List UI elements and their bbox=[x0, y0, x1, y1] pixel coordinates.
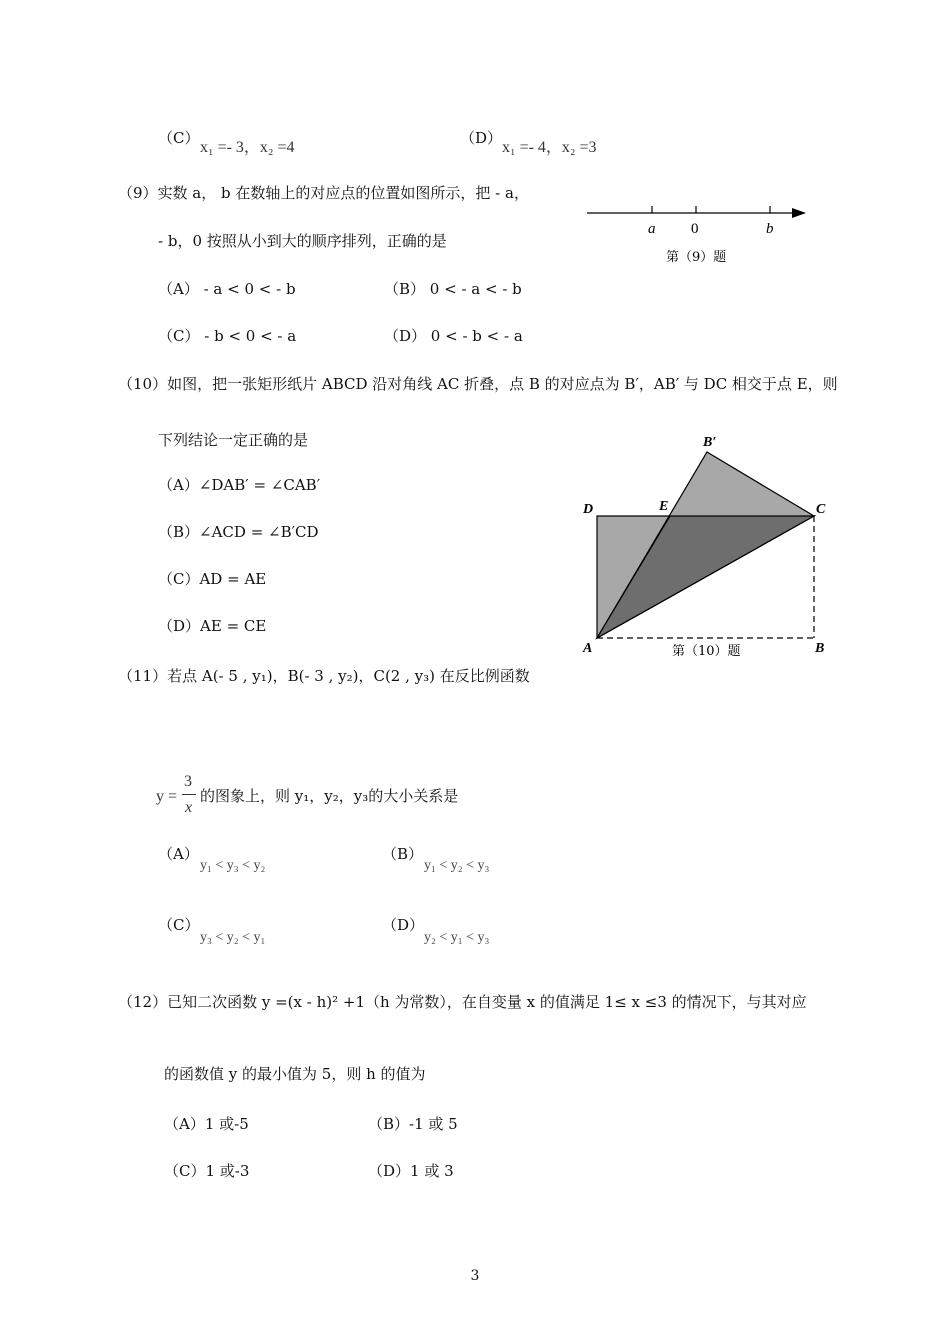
label-d: D bbox=[583, 502, 594, 517]
page-number: 3 bbox=[470, 1268, 480, 1284]
label-b: B bbox=[815, 641, 825, 656]
q11-option-d-expr: y₂ < y₁ < y₃ bbox=[424, 930, 490, 945]
q12-stem-line1: （12）已知二次函数 y =(x - h)² +1（h 为常数），在自变量 x 的值满足 1≤ x ≤3 的情况下，与其对应 bbox=[118, 993, 807, 1011]
q10-option-d: （D）AE = CE bbox=[158, 617, 267, 635]
q11-stem-line1: （11）若点 A(- 5 , y₁)，B(- 3 , y₂)，C(2 , y₃) 在反比例函数 bbox=[118, 667, 530, 685]
q9-stem-line2: - b，0 按照从小到大的顺序排列，正确的是 bbox=[158, 232, 447, 250]
q8-option-d-expr: x₁ =- 4，x₂ =3 bbox=[502, 139, 597, 156]
q11-option-a-label: （A） bbox=[158, 845, 199, 863]
q10-folded-rectangle-figure bbox=[575, 430, 840, 662]
q11-option-a-expr: y₁ < y₃ < y₂ bbox=[200, 858, 266, 873]
q9-option-b: （B） 0 < - a < - b bbox=[384, 280, 522, 298]
label-b: b bbox=[766, 221, 774, 237]
q10-stem-line2: 下列结论一定正确的是 bbox=[158, 431, 309, 449]
q9-stem-line1: （9）实数 a， b 在数轴上的对应点的位置如图所示，把 - a， bbox=[118, 184, 529, 202]
q11-fraction-bar bbox=[182, 794, 196, 795]
q12-option-a: （A）1 或-5 bbox=[164, 1115, 249, 1133]
number-line-arrow bbox=[792, 208, 806, 218]
label-b-prime: B′ bbox=[703, 435, 717, 450]
q11-option-b-label: （B） bbox=[382, 845, 424, 863]
q11-function-denominator: x bbox=[185, 799, 193, 816]
q10-option-c: （C）AD = AE bbox=[158, 570, 267, 588]
q9-option-c: （C） - b < 0 < - a bbox=[158, 327, 297, 345]
q12-stem-line2: 的函数值 y 的最小值为 5，则 h 的值为 bbox=[164, 1065, 426, 1083]
q8-option-d-label: （D） bbox=[460, 129, 503, 147]
label-e: E bbox=[659, 499, 669, 514]
q11-function-lhs: y = bbox=[156, 788, 178, 805]
label-0: 0 bbox=[691, 221, 699, 237]
q9-figure-caption: 第（9）题 bbox=[666, 250, 727, 265]
label-a: a bbox=[648, 221, 656, 237]
q10-figure-caption: 第（10）题 bbox=[672, 644, 741, 659]
q11-stem-line2: 的图象上，则 y₁，y₂，y₃的大小关系是 bbox=[200, 787, 459, 805]
q9-option-d: （D） 0 < - b < - a bbox=[384, 327, 523, 345]
q11-option-b-expr: y₁ < y₂ < y₃ bbox=[424, 858, 490, 873]
q9-number-line-figure bbox=[580, 198, 820, 273]
q11-function-numerator: 3 bbox=[184, 773, 192, 790]
q10-option-a: （A）∠DAB′ = ∠CAB′ bbox=[158, 476, 321, 494]
q8-option-c-label: （C） bbox=[158, 129, 200, 147]
label-a: A bbox=[583, 641, 593, 656]
q10-stem-line1: （10）如图，把一张矩形纸片 ABCD 沿对角线 AC 折叠，点 B 的对应点为 B′，AB′ 与 DC 相交于点 E，则 bbox=[118, 375, 838, 393]
label-c: C bbox=[816, 502, 826, 517]
q12-option-b: （B）-1 或 5 bbox=[368, 1115, 458, 1133]
q10-option-b: （B）∠ACD = ∠B′CD bbox=[158, 523, 319, 541]
q8-option-c-expr: x₁ =- 3，x₂ =4 bbox=[200, 139, 295, 156]
q11-option-c-label: （C） bbox=[158, 916, 200, 934]
q11-option-d-label: （D） bbox=[382, 916, 425, 934]
q12-option-d: （D）1 或 3 bbox=[368, 1162, 454, 1180]
q12-option-c: （C）1 或-3 bbox=[164, 1162, 250, 1180]
q11-option-c-expr: y₃ < y₂ < y₁ bbox=[200, 930, 266, 945]
q9-option-a: （A） - a < 0 < - b bbox=[158, 280, 296, 298]
